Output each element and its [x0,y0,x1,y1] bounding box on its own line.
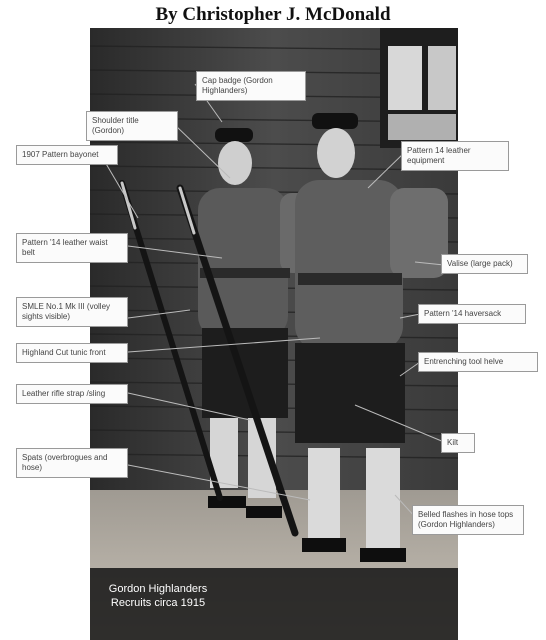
caption-line-1: Gordon Highlanders [108,583,208,595]
label-flashes: Belled flashes in hose tops (Gordon Highlanders) [412,505,524,535]
label-cap-badge: Cap badge (Gordon Highlanders) [196,71,306,101]
label-spats: Spats (overbrogues and hose) [16,448,128,478]
label-leather-equipment: Pattern 14 leather equipment [401,141,509,171]
page-title: By Christopher J. McDonald [155,4,391,25]
label-shoulder-title: Shoulder title (Gordon) [86,111,178,141]
label-bayonet: 1907 Pattern bayonet [16,145,118,165]
label-kilt: Kilt [441,433,475,453]
photo-caption [98,582,218,610]
label-entrenching: Entrenching tool helve [418,352,538,372]
label-rifle-strap: Leather rifle strap /sling [16,384,128,404]
label-valise: Valise (large pack) [441,254,528,274]
caption-line-2: Recruits circa 1915 [110,597,206,609]
label-waist-belt: Pattern '14 leather waist belt [16,233,128,263]
label-haversack: Pattern '14 haversack [418,304,526,324]
label-tunic: Highland Cut tunic front [16,343,128,363]
label-smle: SMLE No.1 Mk III (volley sights visible) [16,297,128,327]
